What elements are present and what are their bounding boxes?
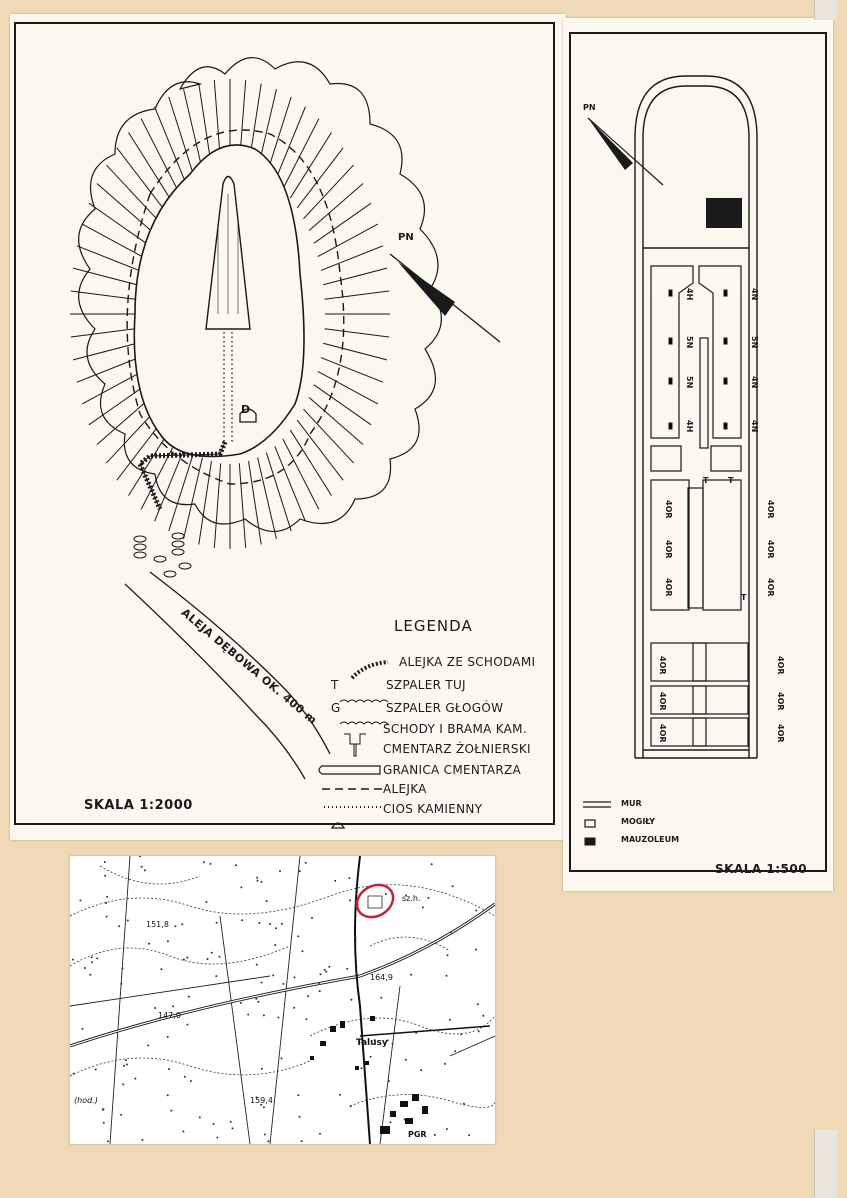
tree-dot (104, 875, 106, 877)
hedge-ray (258, 458, 277, 539)
tree-dot (306, 1018, 308, 1020)
tree-dot (370, 1056, 372, 1058)
tree-dot (167, 1094, 169, 1096)
tree-dot (257, 880, 259, 882)
tree-dot (297, 935, 299, 937)
oak-alley-label: ALEJA DĘBOWA OK. 400 m (178, 606, 320, 728)
tree-dot (216, 922, 218, 924)
hedge-ray (184, 89, 203, 170)
elevation-label: 164,9 (370, 973, 393, 982)
tree-dot (72, 959, 74, 961)
tree-dot (272, 974, 274, 976)
legend-item-mausoleum: MAUZOLEUM (621, 835, 680, 844)
tree-dot (311, 917, 313, 919)
grave-label: 4OR (658, 692, 667, 711)
tree-dot (183, 959, 185, 961)
tree-dot (182, 1131, 184, 1133)
tree-dot (167, 940, 169, 942)
tree-dot (261, 982, 263, 984)
cemetery-map-symbol (368, 896, 382, 908)
tree-dot (240, 1002, 242, 1004)
tree-dot (120, 983, 122, 985)
paper-edge-strip (814, 1130, 837, 1198)
tree-dot (82, 1028, 84, 1030)
tree-dot (305, 862, 307, 864)
hedge-ray (128, 132, 169, 198)
tree-dot (230, 1121, 232, 1123)
hedge-ray (71, 291, 136, 299)
tree-dot (127, 920, 129, 922)
grave-label: 4N (750, 376, 759, 389)
tree-dot (349, 899, 351, 901)
tree-dot (446, 1128, 448, 1130)
tree-dot (207, 958, 209, 960)
tree-dot (475, 949, 477, 951)
tree-dot (168, 1068, 170, 1070)
hedge-ray (184, 458, 203, 539)
tree-dot (167, 1036, 169, 1038)
tree-dot (118, 925, 120, 927)
tree-dot (427, 897, 429, 899)
tree-dot (444, 1063, 446, 1065)
hedge-ray (325, 329, 390, 337)
grave-label: 4OR (658, 656, 667, 675)
north-arrow-line (588, 118, 663, 185)
grave-markers (669, 290, 727, 429)
topographic-map (70, 856, 495, 1144)
tree-dot (319, 1133, 321, 1135)
grave-label: T (728, 476, 734, 485)
tree-dot (184, 1076, 186, 1078)
tree-dot (160, 968, 162, 970)
tree-dot (174, 925, 176, 927)
tree-dot (205, 901, 207, 903)
tree-dot (105, 902, 107, 904)
tree-dot (339, 1094, 341, 1096)
tree-dot (263, 1106, 265, 1108)
legend-item-stone-block: CIOS KAMIENNY (383, 802, 483, 816)
tree-dot (216, 1137, 218, 1139)
tree-dot (468, 1134, 470, 1136)
legend-item-path: ALEJKA (383, 782, 427, 796)
tree-dot (172, 1005, 174, 1007)
map-label: PGR (408, 1130, 427, 1139)
tree-dot (266, 900, 268, 902)
grave-label: 4OR (766, 500, 775, 519)
tree-dot (106, 916, 108, 918)
grave-label: T (741, 593, 747, 602)
grave-label: 5N (750, 336, 759, 349)
grave-label: 4OR (658, 724, 667, 743)
hedge-ray (297, 148, 343, 208)
tree-dot (449, 1019, 451, 1021)
hedge-ray (71, 329, 136, 337)
tree-dot (106, 896, 108, 898)
tree-dot (355, 936, 357, 938)
tree-dot (279, 870, 281, 872)
grave-label: T (703, 476, 709, 485)
grave-label: 4OR (776, 692, 785, 711)
tree-dot (148, 943, 150, 945)
tree-dot (302, 950, 304, 952)
tree-dot (410, 974, 412, 976)
tree-dot (126, 1064, 128, 1066)
tree-dot (123, 1065, 125, 1067)
tree-dot (380, 997, 382, 999)
scale-label-detail: SKALA 1:500 (715, 862, 808, 876)
tree-dot (144, 869, 146, 871)
hedge-ray (169, 453, 194, 532)
hedge-ray (297, 420, 343, 480)
tree-dot (452, 885, 454, 887)
general-plan-drawing (10, 14, 566, 840)
tree-dot (96, 957, 98, 959)
tree-dot (91, 956, 93, 958)
tree-dot (147, 1044, 149, 1046)
tree-dot (104, 861, 106, 863)
tree-dot (170, 1110, 172, 1112)
tree-dot (103, 1122, 105, 1124)
tree-dot (84, 967, 86, 969)
tree-dot (318, 982, 320, 984)
hedge-ray (314, 203, 371, 243)
tree-dot (389, 1121, 391, 1123)
detail-plan-drawing (563, 18, 833, 891)
tree-dot (450, 931, 452, 933)
tree-dot (350, 1105, 352, 1107)
north-label: PN (583, 103, 596, 112)
tree-dot (415, 1032, 417, 1034)
tree-dot (350, 999, 352, 1001)
tree-dot (134, 1078, 136, 1080)
tree-dot (420, 1069, 422, 1071)
tree-dot (263, 1014, 265, 1016)
tree-dot (186, 957, 188, 959)
tree-dot (277, 1017, 279, 1019)
tree-dot (235, 864, 237, 866)
tree-dot (324, 969, 326, 971)
tree-dot (294, 976, 296, 978)
tree-dot (190, 1080, 192, 1082)
tree-dot (122, 967, 124, 969)
tree-dot (385, 893, 387, 895)
hedge-ray (275, 107, 306, 182)
legend-item-soldier-cemetery: CMENTARZ ŻOŁNIERSKI (383, 742, 531, 756)
tree-dot (301, 1140, 303, 1142)
field-boundaries (70, 856, 495, 1144)
tree-dot (125, 1059, 127, 1061)
tree-dot (434, 1134, 436, 1136)
tree-dot (334, 880, 336, 882)
hedge-ray (106, 165, 156, 219)
tree-dot (475, 910, 477, 912)
tree-dot (281, 1057, 283, 1059)
hedge-ray (169, 97, 194, 176)
tree-dot (257, 1001, 259, 1003)
grave-label: 5N (685, 376, 694, 389)
tree-dot (256, 964, 258, 966)
tree-dot (319, 990, 321, 992)
tree-dot (299, 870, 301, 872)
tree-dot (213, 1123, 215, 1125)
tree-dot (274, 944, 276, 946)
hedge-ray (155, 107, 186, 182)
hedge-ray (314, 385, 371, 425)
tree-dot (247, 1014, 249, 1016)
grave-label: 4OR (766, 540, 775, 559)
tree-dot (320, 973, 322, 975)
tree-dot (91, 961, 93, 963)
tree-dot (454, 1050, 456, 1052)
tree-dot (95, 1069, 97, 1071)
tree-dot (199, 1116, 201, 1118)
tree-dot (346, 968, 348, 970)
grave-label: 4OR (776, 724, 785, 743)
elevation-label: 151,8 (146, 920, 169, 929)
tree-dot (73, 1073, 75, 1075)
grave-label: 4OR (664, 500, 673, 519)
tree-dot (240, 886, 242, 888)
village-road (360, 1026, 490, 1036)
hedge-ray (325, 291, 390, 299)
hedge-ray (303, 409, 353, 463)
elevation-label: 147,0 (158, 1011, 181, 1020)
tree-dot (328, 966, 330, 968)
grave-label: 4OR (664, 540, 673, 559)
hedge-ray (141, 119, 177, 190)
map-label: sz.h. (402, 894, 421, 903)
contour-lines (70, 866, 495, 1107)
tree-dot (241, 919, 243, 921)
hedge-ray (141, 439, 177, 510)
hedge-ray (117, 148, 163, 208)
paper-edge-strip (814, 0, 837, 20)
tree-dot (447, 954, 449, 956)
tree-dot (261, 1068, 263, 1070)
tree-dot (478, 1030, 480, 1032)
north-label: PN (398, 232, 414, 243)
scale-label-general: SKALA 1:2000 (84, 798, 193, 813)
tree-dot (463, 1103, 465, 1105)
tree-dot (477, 1003, 479, 1005)
hedge-clusters (134, 533, 191, 577)
tree-dot (181, 923, 183, 925)
grave-label: 4H (685, 288, 694, 301)
detail-plan-sheet (563, 18, 833, 891)
enclosure-wall (635, 76, 757, 758)
hedge-ray (323, 343, 387, 360)
legend-glyph-thuja: T (331, 678, 339, 692)
tree-dot (348, 877, 350, 879)
grave-label: 4N (750, 288, 759, 301)
tree-dot (404, 1119, 406, 1121)
tree-dot (293, 1007, 295, 1009)
tree-dot (232, 1127, 234, 1129)
tree-dot (325, 971, 327, 973)
hedge-ray (283, 119, 319, 190)
detail-legend-symbols (583, 802, 611, 845)
tree-dot (361, 1067, 363, 1069)
hedge-ray (266, 453, 291, 532)
legend-item-border: GRANICA CMENTARZA (383, 763, 522, 777)
tree-dot (388, 1080, 390, 1082)
tree-dot (282, 983, 284, 985)
hedge-ray (323, 268, 387, 285)
tree-dot (446, 975, 448, 977)
hedge-ray (249, 461, 262, 544)
legend-glyph-hawthorn: G (331, 701, 341, 715)
tree-dot (210, 863, 212, 865)
tree-dot (264, 1134, 266, 1136)
general-plan-sheet (10, 14, 566, 840)
hedge-ray (290, 430, 331, 496)
tree-dot (203, 861, 205, 863)
tree-dot (258, 922, 260, 924)
tree-dot (141, 1139, 143, 1141)
legend-item-wall: MUR (621, 799, 642, 808)
tree-dot (260, 881, 262, 883)
tree-dot (187, 1024, 189, 1026)
grave-label: 4OR (664, 578, 673, 597)
grave-label: 4H (685, 420, 694, 433)
tree-dot (281, 923, 283, 925)
hedge-ray (214, 463, 220, 548)
tree-dot (460, 1033, 462, 1035)
tree-dot (422, 906, 424, 908)
village-label: Talusy (356, 1038, 388, 1048)
north-arrow-head (588, 118, 633, 170)
tree-dot (120, 1114, 122, 1116)
legend-item-thuja-hedge: SZPALER TUJ (386, 678, 466, 692)
hedge-ray (290, 132, 331, 198)
topo-map-drawing (70, 856, 495, 1144)
tree-dot (79, 900, 81, 902)
tree-dot (215, 975, 217, 977)
tree-dot (482, 1015, 484, 1017)
legend-item-stairs-gate: SCHODY I BRAMA KAM. (383, 722, 527, 736)
legend-item-hawthorn-hedge: SZPALER GŁOGÓW (386, 701, 504, 715)
tree-dot (188, 996, 190, 998)
tree-dot (307, 995, 309, 997)
tree-dot (154, 1007, 156, 1009)
tree-dot (141, 866, 143, 868)
grave-label: 4N (750, 420, 759, 433)
tree-dot (211, 952, 213, 954)
tree-dot (219, 956, 221, 958)
buildings (310, 1016, 428, 1134)
tree-dots (72, 856, 484, 1142)
tree-dot (431, 863, 433, 865)
hedge-ray (73, 343, 137, 360)
tree-dot (392, 1043, 394, 1045)
elevation-label: 159,4 (250, 1096, 273, 1105)
legend-title: LEGENDA (394, 617, 473, 635)
hedge-ray (309, 183, 363, 230)
tree-dot (122, 1083, 124, 1085)
map-label: (hod.) (74, 1096, 98, 1105)
mausoleum-block (706, 198, 742, 228)
tree-dot (256, 877, 258, 879)
hedge-ray (275, 446, 306, 521)
tree-dot (275, 927, 277, 929)
hedge-ray (73, 268, 137, 285)
hedge-ray (97, 397, 151, 444)
cemetery-location-marker (351, 879, 399, 924)
tree-dot (299, 1116, 301, 1118)
legend-symbols (319, 662, 388, 828)
tree-dot (102, 1109, 104, 1111)
hedge-ray (239, 463, 245, 548)
tree-dot (297, 1094, 299, 1096)
tree-dot (89, 974, 91, 976)
legend-item-stairs-path: ALEJKA ZE SCHODAMI (399, 655, 536, 669)
legend-item-graves: MOGIŁY (621, 817, 655, 826)
hedge-ray (309, 397, 363, 444)
tree-dot (267, 1140, 269, 1142)
stone-marker-label: D (241, 403, 251, 416)
tree-dot (255, 998, 257, 1000)
hedge-ray (283, 439, 319, 510)
grave-label: 4OR (776, 656, 785, 675)
tree-dot (107, 1140, 109, 1142)
tree-dot (405, 1059, 407, 1061)
tree-dot (269, 923, 271, 925)
hedge-ray (97, 183, 151, 230)
grave-label: 4OR (766, 578, 775, 597)
grave-label: 5N (685, 336, 694, 349)
north-arrow-head (398, 262, 455, 316)
tree-dot (139, 856, 141, 857)
